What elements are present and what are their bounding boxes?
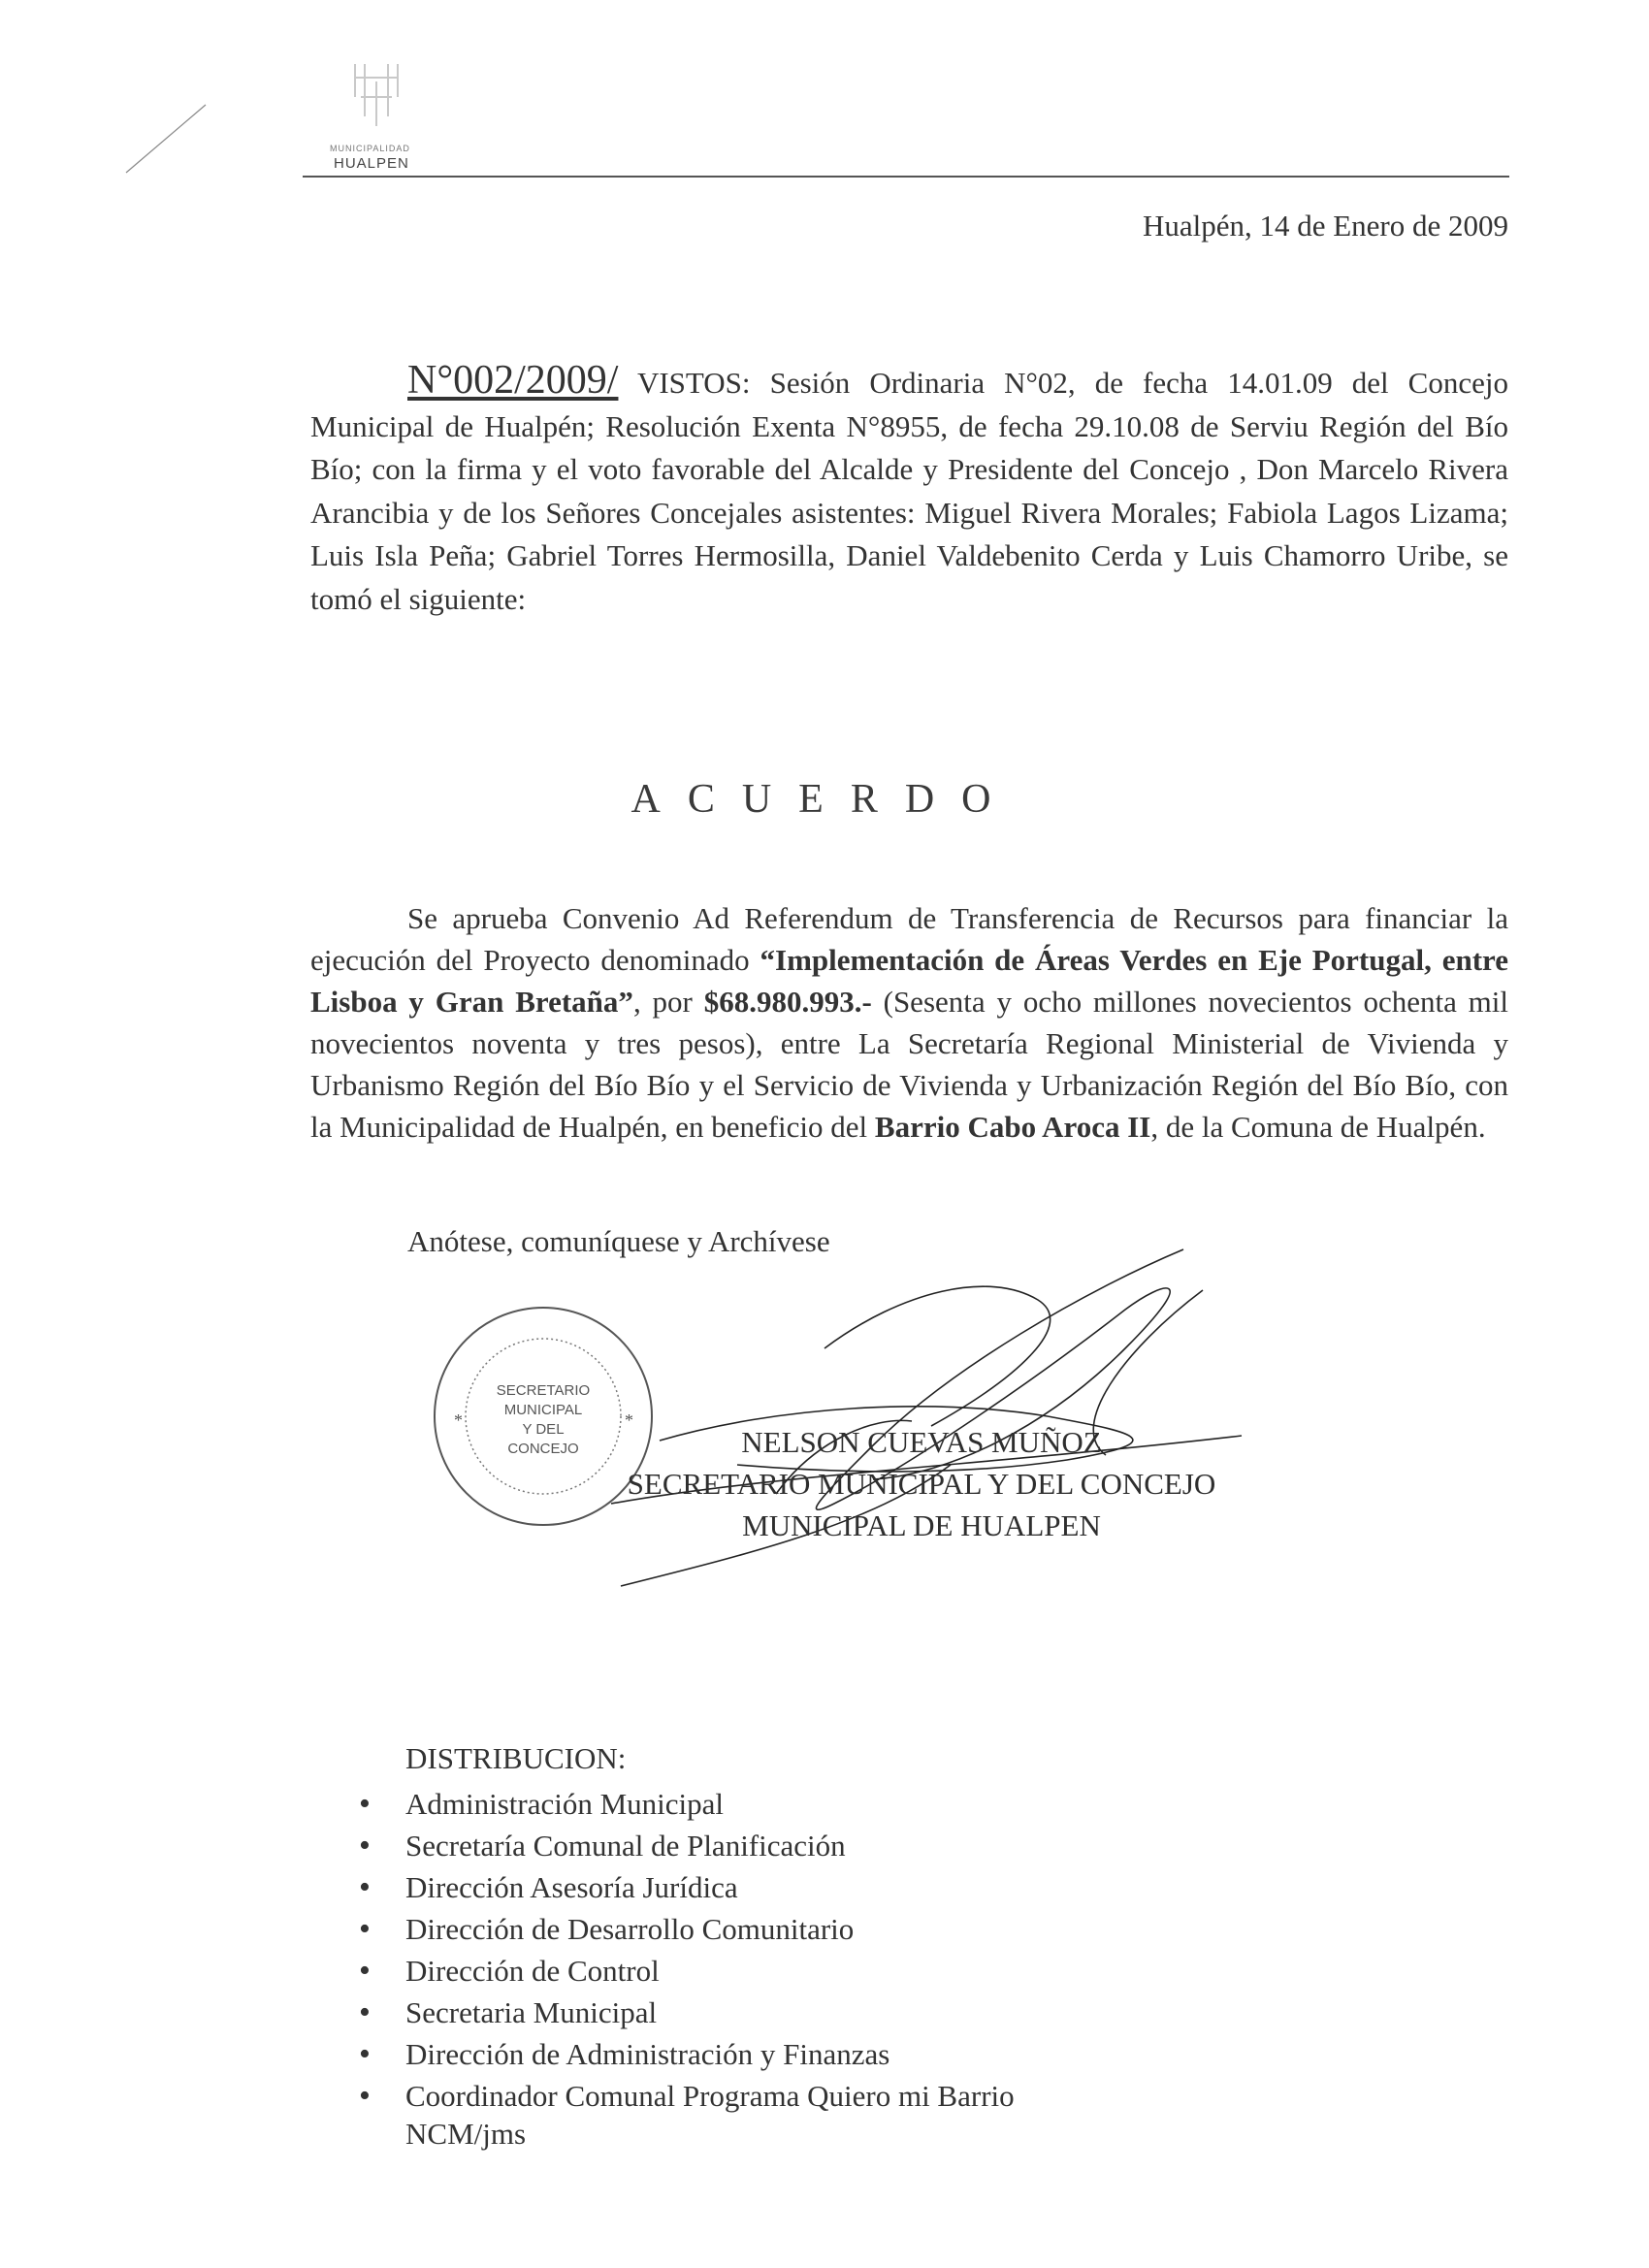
- municipality-logo: [330, 58, 436, 172]
- list-item: • Administración Municipal: [359, 1783, 1015, 1825]
- amount: $68.980.993.-: [703, 985, 872, 1019]
- list-item: • Secretaría Comunal de Planificación: [359, 1825, 1015, 1866]
- barrio-name: Barrio Cabo Aroca II: [874, 1110, 1151, 1144]
- pen-stroke-mark: [116, 97, 213, 184]
- stamp-line-3: Y DEL: [522, 1421, 565, 1438]
- agreement-text-4: , de la Comuna de Hualpén.: [1150, 1110, 1486, 1144]
- stamp-line-1: SECRETARIO: [496, 1382, 591, 1399]
- distribution-list: [359, 1783, 1015, 2117]
- logo-emblem-icon: [347, 58, 405, 128]
- distribution-heading: DISTRIBUCION:: [405, 1741, 627, 1775]
- header-divider: [303, 176, 1509, 178]
- logo-name: HUALPEN: [334, 155, 409, 172]
- stamp-line-4: CONCEJO: [507, 1441, 579, 1457]
- svg-text:*: *: [454, 1410, 463, 1430]
- list-item: • Coordinador Comunal Programa Quiero mi Barrio: [359, 2075, 1015, 2117]
- list-item: • Dirección Asesoría Jurídica: [359, 1866, 1015, 1908]
- vistos-text: VISTOS: Sesión Ordinaria N°02, de fecha 14.01.09 del Concejo Municipal de Hualpén; Resolución Exenta N°8955, de fecha 29.10.08 de Serviu Región del Bío Bío; con la firma y el voto favorable del Alcalde y Presidente del Concejo , Don Marcelo Rivera Arancibia y de los Señores Concejales asistentes: Miguel Rivera Morales; Fabiola Lagos Lizama; Luis Isla Peña; Gabriel Torres Hermosilla, Daniel Valdebenito Cerda y Luis Chamorro Uribe, se tomó el siguiente:: [310, 366, 1508, 616]
- agreement-paragraph: [310, 897, 1508, 1148]
- list-item: • Dirección de Desarrollo Comunitario: [359, 1908, 1015, 1950]
- list-item: • Dirección de Administración y Finanzas: [359, 2033, 1015, 2075]
- resolution-number: N°002/2009/: [407, 358, 619, 403]
- page-title: ACUERDO: [630, 777, 1018, 822]
- signatory-block: [563, 1421, 1280, 1546]
- stamp-line-2: MUNICIPAL: [503, 1402, 583, 1418]
- agreement-text-3: (Sesenta y ocho millones novecientos ochenta mil novecientos noventa y tres pesos), entre La Secretaría Regional Ministerial de Vivienda y Urbanismo Región del Bío Bío y el Servicio de Vivienda y Urbanización Región del Bío Bío, con la Municipalidad de Hualpén, en beneficio del: [310, 985, 1509, 1144]
- reference-initials: NCM/jms: [405, 2117, 527, 2151]
- agreement-text-1: Se aprueba Convenio Ad Referendum de Transferencia de Recursos para financiar la ejecución del Proyecto denominado: [310, 901, 1508, 977]
- closing-line: Anótese, comuníquese y Archívese: [407, 1224, 830, 1258]
- date-line: Hualpén, 14 de Enero de 2009: [1142, 209, 1508, 243]
- project-name: “Implementación de Áreas Verdes en Eje Portugal, entre Lisboa y Gran Bretaña”: [310, 943, 1508, 1019]
- signatory-title-1: SECRETARIO MUNICIPAL Y DEL CONCEJO: [627, 1467, 1216, 1501]
- signatory-title-2: MUNICIPAL DE HUALPEN: [742, 1508, 1101, 1542]
- svg-text:*: *: [625, 1410, 633, 1430]
- list-item: • Secretaria Municipal: [359, 1992, 1015, 2033]
- logo-small-text: MUNICIPALIDAD: [330, 144, 410, 153]
- vistos-paragraph: [310, 359, 1508, 621]
- signatory-name: NELSON CUEVAS MUÑOZ: [741, 1425, 1102, 1459]
- list-item: • Dirección de Control: [359, 1950, 1015, 1992]
- agreement-text-2: , por: [632, 985, 704, 1019]
